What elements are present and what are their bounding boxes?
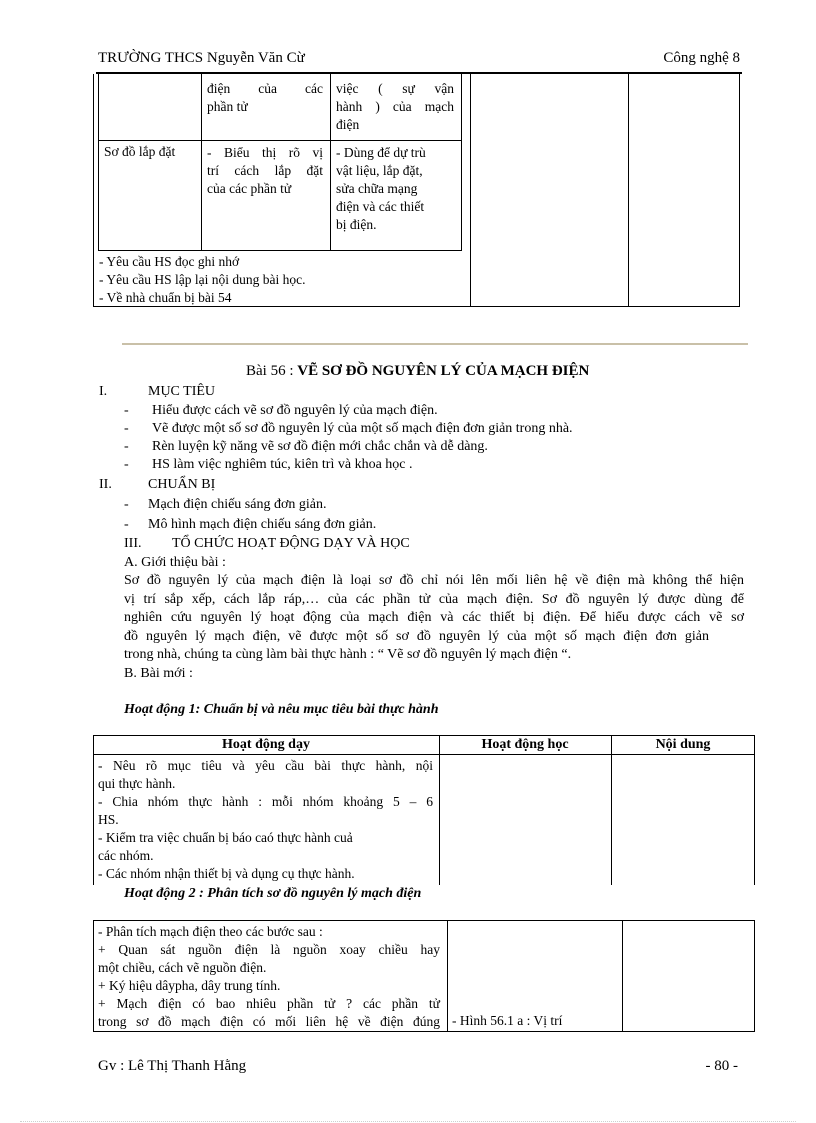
teach-line: HS. (98, 812, 119, 827)
teach-line: - Phân tích mạch điện theo các bước sau : (98, 924, 323, 939)
cell-line: trí cách lắp đặt (207, 163, 323, 178)
sec3-title: TỔ CHỨC HOẠT ĐỘNG DẠY VÀ HỌC (172, 536, 410, 551)
cell-line: - Biểu thị rõ vị (207, 145, 323, 160)
teach-line: + Quan sát nguồn điện là nguồn xoay chiều hay (98, 942, 440, 957)
intro-line: vị trí sắp xếp, cách lắp ráp,… của các phần tử của mạch điện. Sơ đồ nguyên lý được dùng để (124, 591, 744, 607)
intro-paragraph (124, 572, 744, 665)
cell-line: bị điện. (336, 217, 377, 232)
header-school: TRƯỜNG THCS Nguyễn Văn Cừ (98, 50, 305, 66)
sec2-num: II. (99, 477, 112, 492)
inner-h1 (98, 140, 462, 141)
bullet-dash: - (124, 457, 129, 472)
teach-line: + Mạch điện có bao nhiêu phần tử ? các phần tử (98, 996, 440, 1011)
sec3-num: III. (124, 536, 142, 551)
cell-line: điện và các thiết (336, 199, 425, 214)
bullet-dash: - (124, 497, 129, 512)
activity2-learn: - Hình 56.1 a : Vị trí (452, 1013, 563, 1028)
cell-line: điện của các (207, 81, 323, 96)
row2-col3 (336, 144, 454, 234)
objective-4: HS làm việc nghiêm túc, kiên trì và khoa học . (152, 457, 413, 472)
activity2-title: Hoạt động 2 : Phân tích sơ đồ nguyên lý mạch điện (124, 886, 422, 901)
teach-line: - Chia nhóm thực hành : mỗi nhóm khoảng 5 – 6 (98, 794, 433, 809)
sec1-title: MỤC TIÊU (148, 384, 216, 399)
intro-line: đồ nguyên lý mạch điện, vẽ được một số sơ đồ nguyên lý của một số mạch điện đơn giản (124, 628, 709, 644)
activity1-title: Hoạt động 1: Chuẩn bị và nêu mục tiêu bài thực hành (124, 702, 439, 717)
teach-line: - Các nhóm nhận thiết bị và dụng cụ thực hành. (98, 866, 355, 881)
note-line: - Yêu cầu HS lập lại nội dung bài học. (99, 272, 306, 287)
top-table-divider-1 (470, 74, 471, 307)
b-label: B. Bài mới : (124, 666, 193, 681)
note-line: - Yêu cầu HS đọc ghi nhớ (99, 254, 240, 269)
prep-1: Mạch điện chiếu sáng đơn giản. (148, 497, 327, 512)
lesson-title (246, 363, 589, 380)
intro-line: trong nhà, chúng ta cùng làm bài thực hành : “ Vẽ sơ đồ nguyên lý mạch điện “. (124, 647, 572, 662)
note-line: - Về nhà chuẩn bị bài 54 (99, 290, 232, 305)
cell-line: vật liệu, lắp đặt, (336, 163, 423, 178)
cell-line: - Dùng để dự trù (336, 145, 426, 160)
cell-line: sửa chữa mạng (336, 181, 418, 196)
objective-3: Rèn luyện kỹ năng vẽ sơ đồ điện mới chắc chắn và dễ dàng. (152, 439, 488, 454)
cell-line: phần tử (207, 99, 248, 114)
teach-line: qui thực hành. (98, 776, 176, 791)
header-subject: Công nghệ 8 (663, 50, 740, 66)
teach-line: + Ký hiệu dâypha, dây trung tính. (98, 978, 281, 993)
th-content: Nội dung (655, 737, 711, 752)
bullet-dash: - (124, 403, 129, 418)
prep-2: Mô hình mạch điện chiếu sáng đơn giản. (148, 517, 377, 532)
sec1-num: I. (99, 384, 108, 399)
objective-1: Hiểu được cách vẽ sơ đồ nguyên lý của mạch điện. (152, 403, 438, 418)
cell-line: hành ) của mạch (336, 99, 454, 114)
a1-v1 (439, 735, 440, 885)
row2-col2 (207, 144, 323, 198)
a2-v1 (447, 920, 448, 1032)
inner-v2 (330, 74, 331, 251)
row1-col3 (336, 80, 454, 134)
lesson-title-prefix: Bài 56 : (246, 363, 298, 379)
objective-2: Vẽ được một số sơ đồ nguyên lý của một số mạch điện đơn giản trong nhà. (152, 421, 573, 436)
inner-v1 (201, 74, 202, 251)
sec2-title: CHUẨN BỊ (148, 477, 216, 492)
section-separator (122, 343, 748, 345)
top-notes (99, 253, 305, 307)
cell-line: việc ( sự vận (336, 81, 454, 96)
teach-line: - Nêu rõ mục tiêu và yêu cầu bài thực hành, nội (98, 758, 433, 773)
bullet-dash: - (124, 439, 129, 454)
teach-line: các nhóm. (98, 848, 154, 863)
lesson-title-bold: VẼ SƠ ĐỒ NGUYÊN LÝ CỦA MẠCH ĐIỆN (297, 363, 590, 379)
row1-col2 (207, 80, 323, 116)
intro-line: Sơ đồ nguyên lý của mạch điện là loại sơ đồ chỉ nói lên mối liên hệ về điện mà không thể hiện (124, 573, 744, 588)
cell-line: của các phần tử (207, 181, 292, 196)
a2-v2 (622, 920, 623, 1032)
teach-line: một chiều, cách vẽ nguồn điện. (98, 960, 267, 975)
activity1-teach (98, 757, 433, 883)
teach-line: - Kiểm tra việc chuẩn bị báo caó thực hành cuả (98, 830, 353, 845)
top-table-divider-2 (628, 74, 629, 307)
th-learn: Hoạt động học (481, 737, 569, 752)
row2-col1: Sơ đồ lắp đặt (104, 144, 176, 159)
cell-line: điện (336, 117, 360, 132)
a1-h1 (93, 754, 755, 755)
activity2-teach (98, 923, 440, 1031)
intro-line: nghiên cứu nguyên lý hoạt động của mạch điện và các thiết bị điện. Để hiểu được cách vẽ sơ (124, 610, 744, 625)
teach-line: trong sơ đồ mạch điện có mối liên hệ về điện đúng (98, 1014, 440, 1029)
bullet-dash: - (124, 421, 129, 436)
a-label: A. Giới thiệu bài : (124, 555, 226, 570)
footer-page-number: - 80 - (705, 1058, 738, 1074)
footer-teacher: Gv : Lê Thị Thanh Hằng (98, 1058, 247, 1074)
a1-v2 (611, 735, 612, 885)
th-teach: Hoạt động dạy (222, 737, 310, 752)
bullet-dash: - (124, 517, 129, 532)
